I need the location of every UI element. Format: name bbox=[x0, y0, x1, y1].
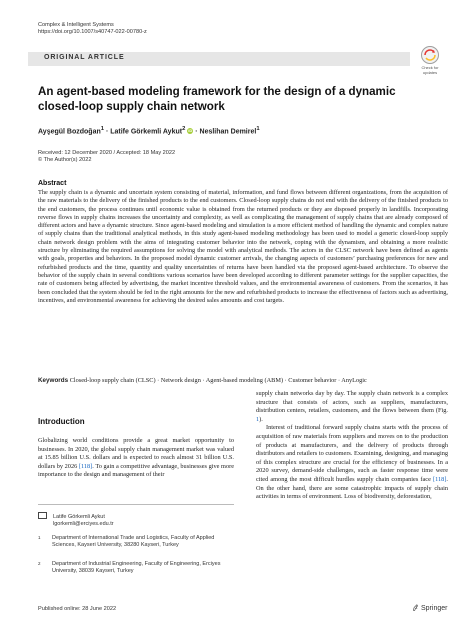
right-paragraph-1: supply chain networks day by day. The supply chain network is a complex structure that consists of actors, such as suppliers, manufacturers, distribution centers, retailers, customers, and the flows between them (Fig. 1). bbox=[256, 390, 448, 423]
check-for-updates-label[interactable]: Check for updates bbox=[421, 65, 439, 75]
introduction-heading: Introduction bbox=[38, 417, 85, 426]
article-type-label: ORIGINAL ARTICLE bbox=[44, 54, 125, 61]
abstract-body: The supply chain is a dynamic and uncertain system consisting of material, information, and fund flows between different organizations, from the acquisition of the raw materials to the delivery of the finished products to the end customers. Closed-loop supply chains do not end with the delivery of the finished products to the end customers, the process continues until economic value is obtained from the returned products or they are disposed properly in landfills. Incorporating reverse flows in supply chains increases the uncertainty and complexity, as well as complicating the management of supply chains that are already composed of different actors and have a dynamic structure. Since agent-based modeling and simulation is a more efficient method of handling the dynamic and complex nature of supply chains than the traditional analytical methods, in this study agent-based modeling methodology has been used to model a generic closed-loop supply chain network design problem with the aims of integrating customer behavior into the network, coping with the dynamism, and obtaining a more realistic structure by eliminating the required assumptions for solving the model with analytical methods. The actors in the CLSC network have been defined as agents with goals, properties and behaviors. In the proposed model dynamic customer arrivals, the changing aspects of customers’ purchasing preferences for new and refurbished products and the time, quantity and quality uncertainties of returns have been handled via the proposed agent-based architecture. To observe the behavior of the supply chain in several conditions various scenarios have been developed according to different parameter settings for the supplier capacities, the rate of customers being affected by advertising, the market incentive threshold values, and the environmental awareness of customers. From the scenarios, it has been concluded that the system should be fed in the right amounts for the new and refurbished products to increase the effectiveness of factors such as advertising, incentives, and environmental awareness for achieving the desired sales amounts and cost targets. bbox=[38, 189, 448, 304]
published-date: Published online: 28 June 2022 bbox=[38, 606, 117, 612]
abstract-heading: Abstract bbox=[38, 180, 67, 187]
journal-header bbox=[38, 22, 147, 37]
citation-link[interactable]: [118] bbox=[78, 462, 93, 470]
right-column-text bbox=[256, 390, 448, 502]
author-2[interactable]: Latife Görkemli Aykut bbox=[110, 128, 183, 136]
author-list: Ayşegül Bozdoğan$^1$ · Latife Görkemli Aykut$^2$ iD · Neslihan Demirel$^1$ bbox=[38, 126, 260, 136]
doi-link[interactable]: https://doi.org/10.1007/s40747-022-00780-z bbox=[38, 29, 147, 36]
journal-name: Complex & Intelligent Systems bbox=[38, 22, 114, 28]
corresponding-email[interactable]: lgorkemli@erciyes.edu.tr bbox=[53, 521, 114, 528]
copyright: © The Author(s) 2022 bbox=[38, 157, 92, 164]
keywords bbox=[38, 377, 448, 385]
publisher-logo: Springer bbox=[412, 604, 447, 612]
citation-link[interactable]: [118] bbox=[433, 475, 447, 483]
footnote-divider bbox=[38, 504, 234, 505]
orcid-icon[interactable]: iD bbox=[188, 128, 193, 134]
author-3[interactable]: Neslihan Demirel bbox=[199, 128, 257, 136]
article-dates bbox=[38, 150, 175, 164]
figure-link[interactable]: 1 bbox=[256, 415, 260, 423]
affiliation-1: 1 Department of International Trade and Logistics, Faculty of Applied Sciences, Kayseri University, 38280 Kayseri, Turkey bbox=[38, 535, 215, 549]
keywords-label: Keywords bbox=[38, 377, 69, 384]
affiliation-2: 2 Department of Industrial Engineering, Faculty of Engineering, Erciyes University, 38039 Kayseri, Turkey bbox=[38, 561, 221, 575]
author-1[interactable]: Ayşegül Bozdoğan bbox=[38, 128, 101, 136]
corresponding-author: Latife Görkemli Aykut lgorkemli@erciyes.edu.tr bbox=[38, 512, 114, 528]
article-title: An agent-based modeling framework for the design of a dynamic closed-loop supply chain network bbox=[38, 85, 396, 113]
keywords-list: Closed-loop supply chain (CLSC) · Network design · Agent-based modeling (ABM) · Customer behavior · AnyLogic bbox=[69, 377, 367, 384]
envelope-icon bbox=[38, 512, 47, 519]
right-paragraph-2: Interest of traditional forward supply chains starts with the process of acquisition of raw materials from suppliers and moves on to the production of products at manufacturers, and the delivery of products through distributors and retailers to customers. Examining, designing, and managing of this complex structure are crucial for the efficiency of businesses. In a 2020 survey, demand-side challenges, such as faster response time were cited among the most difficult hurdles supply chain companies face [118]. On the other hand, there are some catastrophic impacts of supply chain activities in terms of environment. Loss of biodiversity, deforestation, bbox=[256, 424, 448, 501]
introduction-paragraph: Globalizing world conditions provide a great market opportunity to businesses. In 2020, the global supply chain management market was valued at 15.85 billion U.S. dollars and is expected to reach almost 31 billion U.S. dollars by 2026 [118]. To gain a competitive advantage, businesses give more importance to the design and management of their bbox=[38, 437, 234, 479]
received-accepted: Received: 12 December 2020 / Accepted: 18 May 2022 bbox=[38, 150, 176, 156]
springer-horse-icon bbox=[412, 604, 419, 611]
